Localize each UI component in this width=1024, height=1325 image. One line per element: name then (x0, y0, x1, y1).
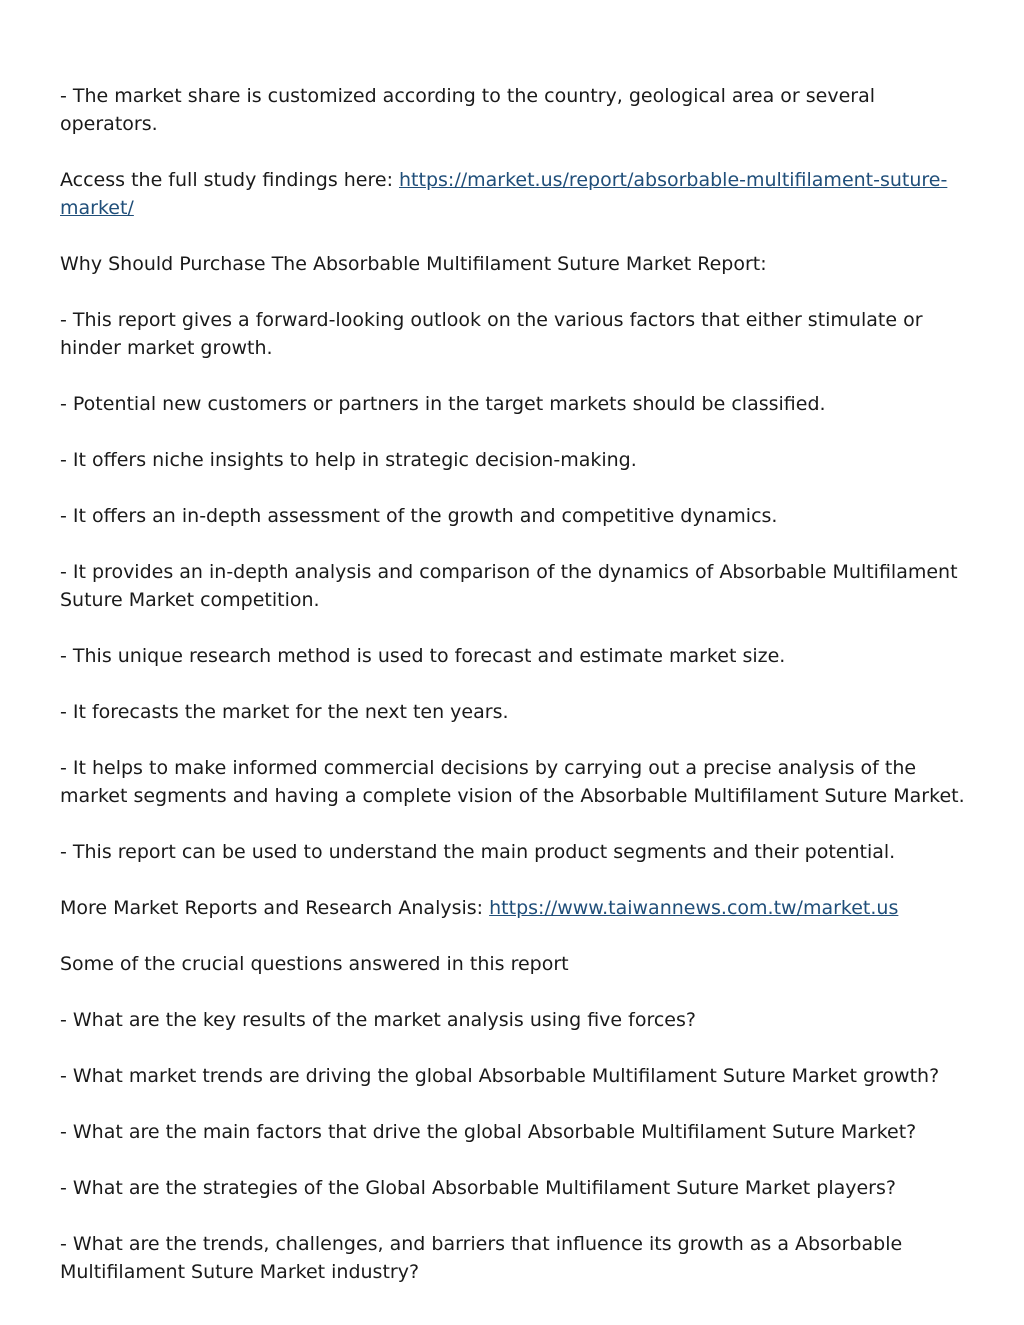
paragraph-study-findings (60, 166, 970, 222)
list-item-outlook: - This report gives a forward-looking outlook on the various factors that either stimulate or hinder market growth. (60, 309, 923, 359)
more-reports-label: More Market Reports and Research Analysis: (60, 897, 490, 919)
list-item-assessment: - It offers an in-depth assessment of the growth and competitive dynamics. (60, 505, 778, 527)
list-item-forecast: - It forecasts the market for the next ten years. (60, 701, 509, 723)
question-market-trends: - What market trends are driving the global Absorbable Multifilament Suture Market growth? (60, 1065, 940, 1087)
list-item-comparison: - It provides an in-depth analysis and comparison of the dynamics of Absorbable Multifilament Suture Market competition. (60, 561, 958, 611)
question-main-factors: - What are the main factors that drive the global Absorbable Multifilament Suture Market? (60, 1121, 917, 1143)
question-barriers: - What are the trends, challenges, and barriers that influence its growth as a Absorbable Multifilament Suture Market industry? (60, 1233, 903, 1283)
question-five-forces: - What are the key results of the market analysis using five forces? (60, 1009, 696, 1031)
study-findings-link[interactable]: https://market.us/report/absorbable-multifilament-suture-market/ (60, 169, 948, 219)
study-findings-label: Access the full study findings here: (60, 169, 400, 191)
section-heading-why-purchase: Why Should Purchase The Absorbable Multifilament Suture Market Report: (60, 253, 767, 275)
more-reports-link[interactable]: https://www.taiwannews.com.tw/market.us (489, 897, 899, 919)
question-strategies: - What are the strategies of the Global Absorbable Multifilament Suture Market players? (60, 1177, 896, 1199)
list-item-niche-insights: - It offers niche insights to help in strategic decision-making. (60, 449, 637, 471)
list-item-product-segments: - This report can be used to understand the main product segments and their potential. (60, 841, 896, 863)
list-item-research-method: - This unique research method is used to forecast and estimate market size. (60, 645, 786, 667)
section-heading-questions: Some of the crucial questions answered in this report (60, 953, 569, 975)
list-item-customers: - Potential new customers or partners in the target markets should be classified. (60, 393, 826, 415)
paragraph-market-share: - The market share is customized according to the country, geological area or several operators. (60, 85, 876, 135)
document-page (60, 82, 970, 1314)
list-item-decisions: - It helps to make informed commercial decisions by carrying out a precise analysis of the market segments and having a complete vision of the Absorbable Multifilament Suture Market. (60, 757, 965, 807)
paragraph-more-reports (60, 894, 970, 922)
